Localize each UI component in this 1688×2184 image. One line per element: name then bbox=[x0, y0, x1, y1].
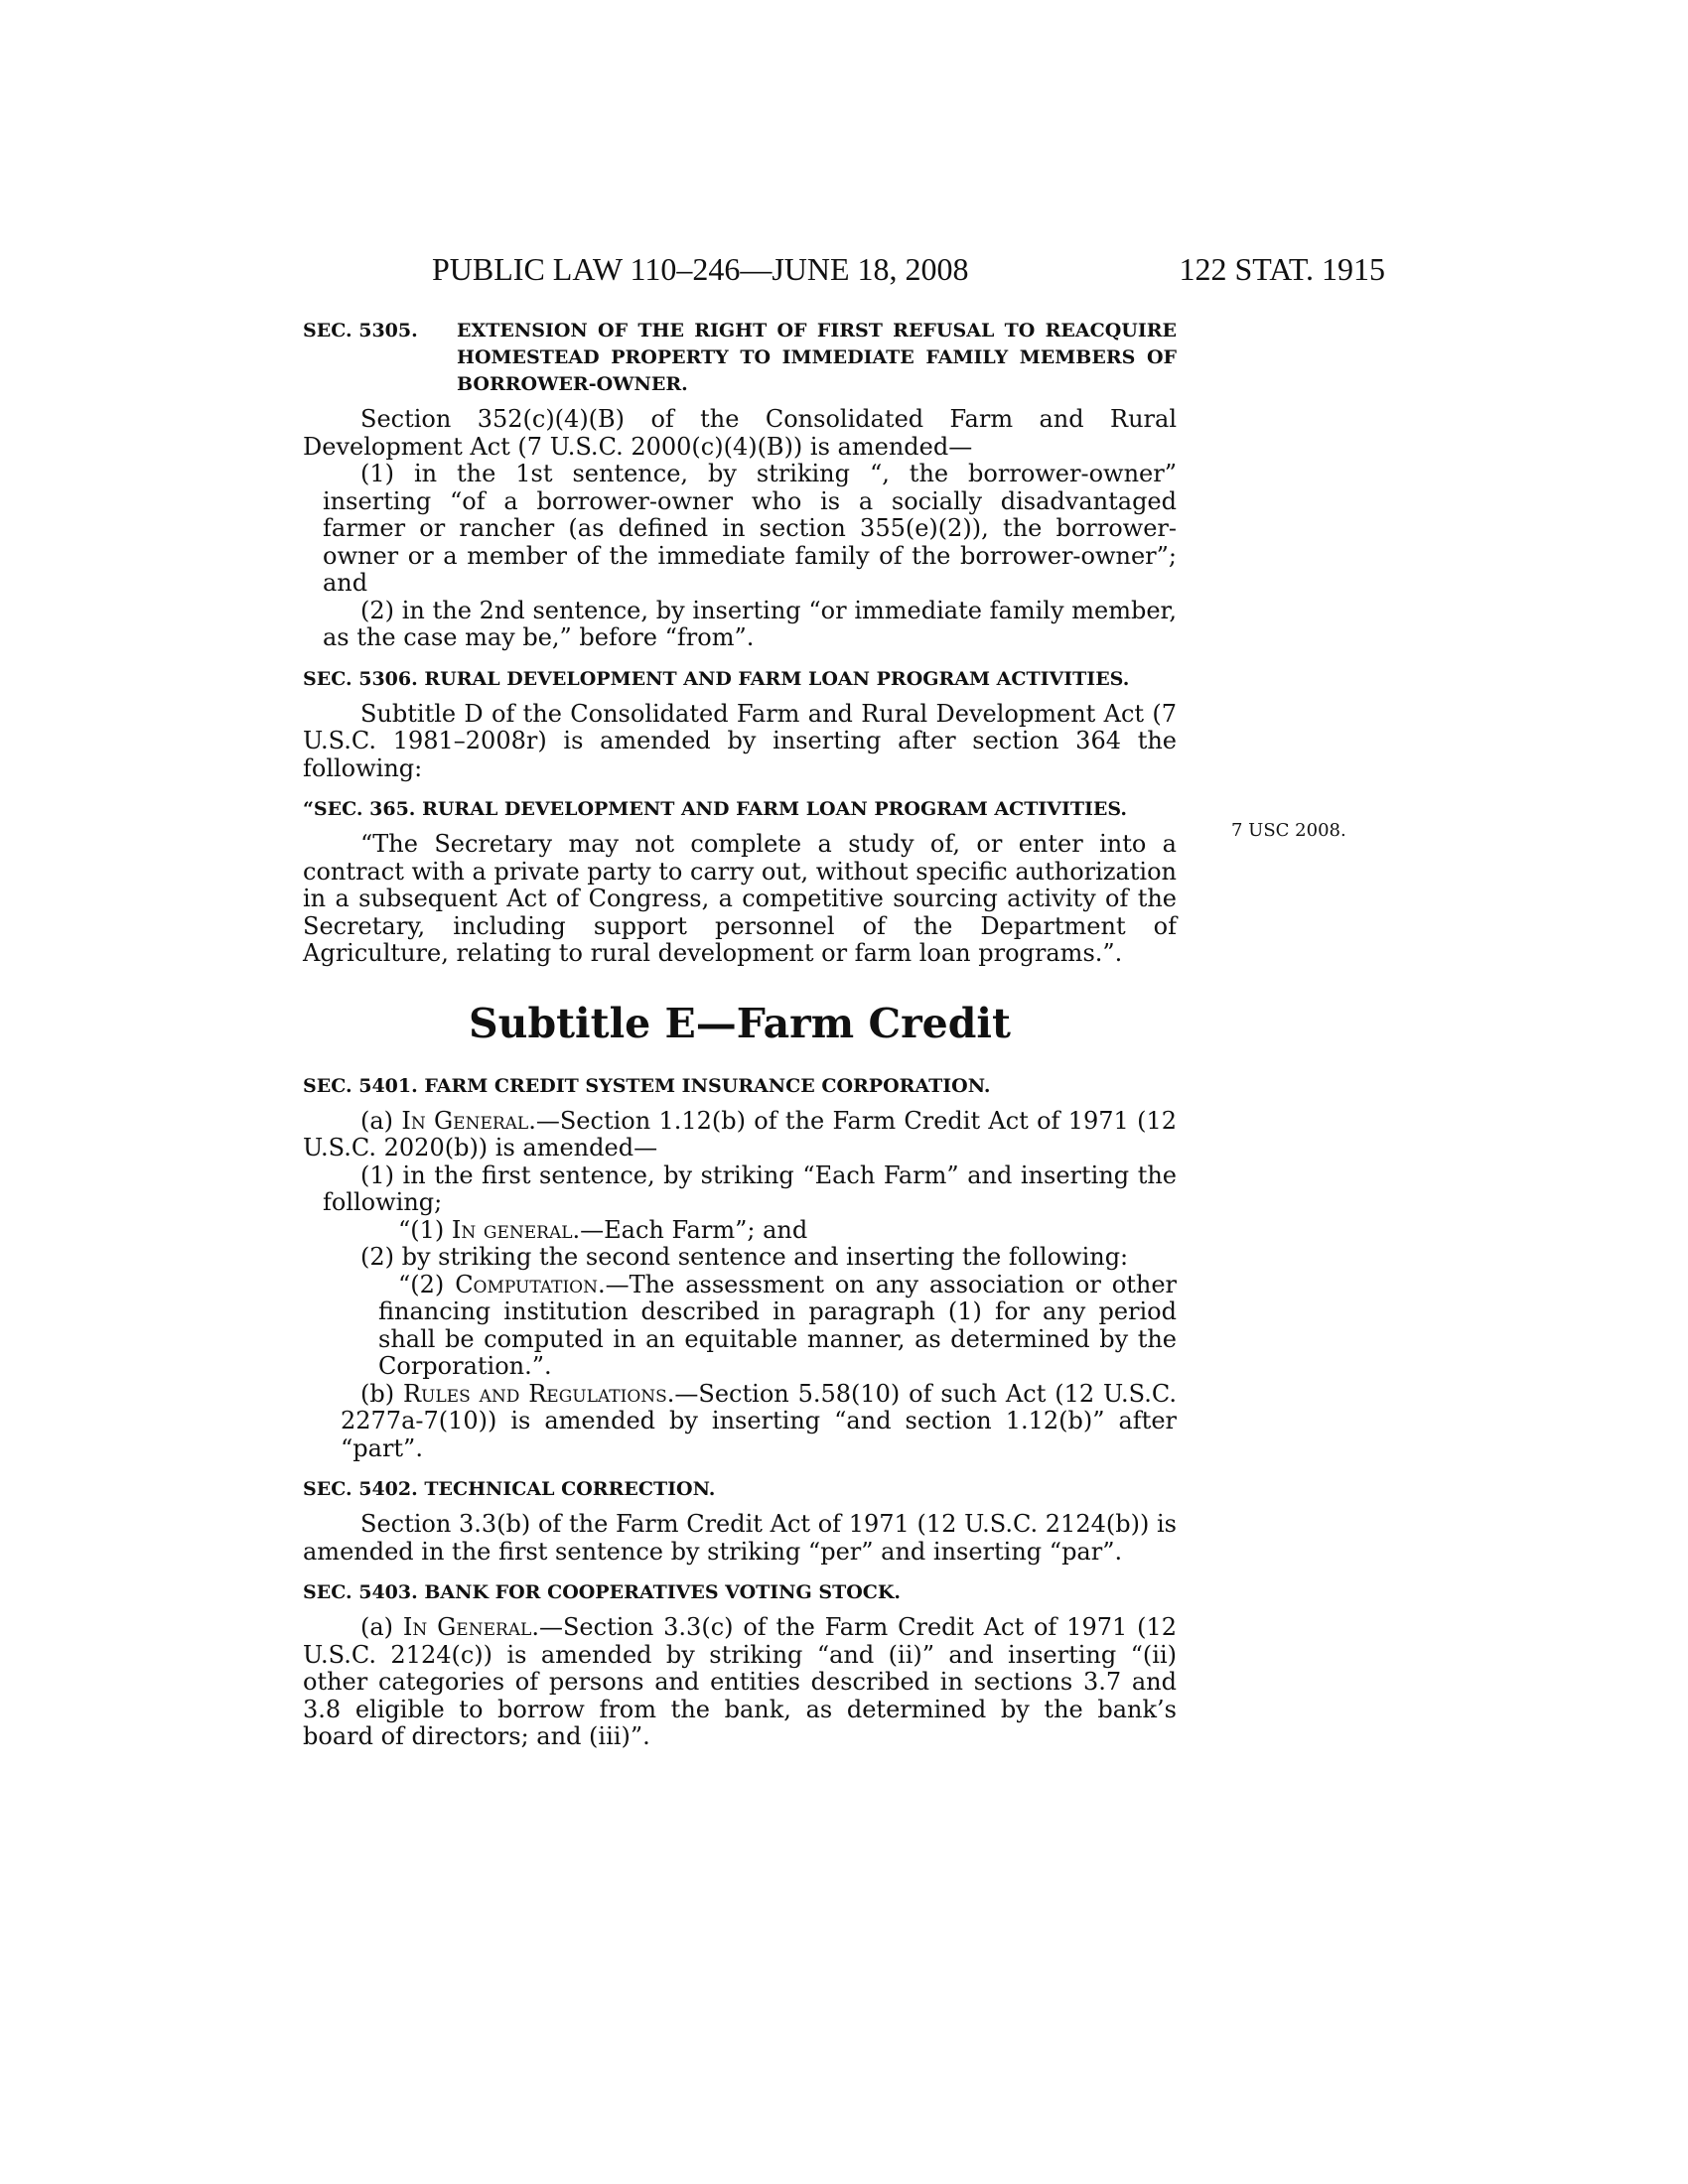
section-title: RURAL DEVELOPMENT AND FARM LOAN PROGRAM ACTIVITIES. bbox=[424, 667, 1130, 690]
section-5305-item-2: (2) in the 2nd sentence, by inserting “or immediate family member, as the case may be,” before “from”. bbox=[323, 596, 1177, 651]
statute-page-number: 122 STAT. 1915 bbox=[1179, 251, 1385, 287]
section-title: TECHNICAL CORRECTION. bbox=[424, 1478, 716, 1500]
section-label: SEC. 5402. bbox=[303, 1478, 418, 1500]
section-5305-item-1: (1) in the 1st sentence, by striking “, the borrower-owner” inserting “of a borrower-owner who is a socially disadvantaged farmer or rancher (as defined in section 355(e)(2)), the borrower-owner or a member of the immediate family of the borrower-owner”; and bbox=[323, 460, 1177, 597]
section-5401-subsection-a: (a) In General.—Section 1.12(b) of the Farm Credit Act of 1971 (12 U.S.C. 2020(b)) is amended— bbox=[303, 1106, 1178, 1161]
section-label: SEC. 5403. bbox=[303, 1581, 418, 1603]
section-5402-body: Section 3.3(b) of the Farm Credit Act of 1971 (12 U.S.C. 2124(b)) is amended in the first sentence by striking “per” and inserting “par”. bbox=[303, 1510, 1177, 1566]
section-heading-5305 bbox=[303, 318, 1177, 398]
text-column bbox=[303, 318, 1177, 1751]
section-5401-item-1: (1) in the first sentence, by striking “Each Farm” and inserting the following; bbox=[323, 1160, 1177, 1216]
section-title: BANK FOR COOPERATIVES VOTING STOCK. bbox=[424, 1581, 902, 1603]
section-heading-5402 bbox=[303, 1476, 1177, 1503]
section-365-body: “The Secretary may not complete a study of, or enter into a contract with a private party to carry out, without specific authorization in a subsequent Act of Congress, a competitive sourcing activity of the Secretary, including support personnel of the Department of Agriculture, relating to rural development or farm loan programs.”. bbox=[303, 830, 1177, 967]
law-title: PUBLIC LAW 110–246—JUNE 18, 2008 bbox=[432, 251, 969, 287]
section-title: EXTENSION OF THE RIGHT OF FIRST REFUSAL TO REACQUIRE HOMESTEAD PROPERTY TO IMMEDIATE FAMILY MEMBERS OF BORROWER-OWNER. bbox=[457, 320, 1177, 395]
section-heading-5306 bbox=[303, 666, 1177, 693]
section-label: “SEC. 365. bbox=[303, 798, 416, 820]
subtitle-heading: Subtitle E—Farm Credit bbox=[469, 999, 1011, 1047]
section-5401-item-2: (2) by striking the second sentence and inserting the following: bbox=[360, 1243, 1129, 1271]
margin-note-usc: 7 USC 2008. bbox=[1231, 820, 1346, 841]
section-heading-5403 bbox=[303, 1579, 1177, 1606]
quoted-heading: Computation bbox=[455, 1270, 598, 1298]
section-label: SEC. 5401. bbox=[303, 1074, 418, 1097]
section-5306-body: Subtitle D of the Consolidated Farm and Rural Development Act (7 U.S.C. 1981–2008r) is amended by inserting after section 364 the following: bbox=[303, 699, 1177, 782]
section-heading-5401 bbox=[303, 1073, 1177, 1100]
section-title: FARM CREDIT SYSTEM INSURANCE CORPORATION. bbox=[424, 1074, 991, 1097]
section-title: RURAL DEVELOPMENT AND FARM LOAN PROGRAM ACTIVITIES. bbox=[422, 798, 1128, 820]
subsection-heading: In General bbox=[402, 1613, 532, 1641]
quoted-heading: In general bbox=[451, 1215, 573, 1244]
section-heading-365 bbox=[303, 796, 1177, 823]
section-5401-quote-1: “(1) In general.—Each Farm”; and bbox=[398, 1215, 808, 1244]
section-5401-subsection-b: (b) Rules and Regulations.—Section 5.58(10) of such Act (12 U.S.C. 2277a-7(10)) is amended by inserting “and section 1.12(b)” after “part”. bbox=[341, 1379, 1177, 1462]
running-header bbox=[298, 251, 1385, 291]
subsection-heading: In General bbox=[401, 1106, 529, 1135]
subsection-heading: Rules and Regulations bbox=[402, 1379, 667, 1408]
section-5401-quote-2: “(2) Computation.—The assessment on any association or other financing institution described in paragraph (1) for any period shall be computed in an equitable manner, as determined by the Corporation.”. bbox=[378, 1270, 1177, 1380]
section-label: SEC. 5306. bbox=[303, 667, 418, 690]
section-label: SEC. 5305. bbox=[303, 320, 418, 341]
section-5305-intro: Section 352(c)(4)(B) of the Consolidated Farm and Rural Development Act (7 U.S.C. 2000(c)(4)(B)) is amended— bbox=[303, 405, 1177, 461]
section-5403-subsection-a: (a) In General.—Section 3.3(c) of the Farm Credit Act of 1971 (12 U.S.C. 2124(c)) is amended by striking “and (ii)” and inserting “(ii) other categories of persons and entities described in sections 3.7 and 3.8 eligible to borrow from the bank, as determined by the bank’s board of directors; and (iii)”. bbox=[303, 1613, 1178, 1750]
